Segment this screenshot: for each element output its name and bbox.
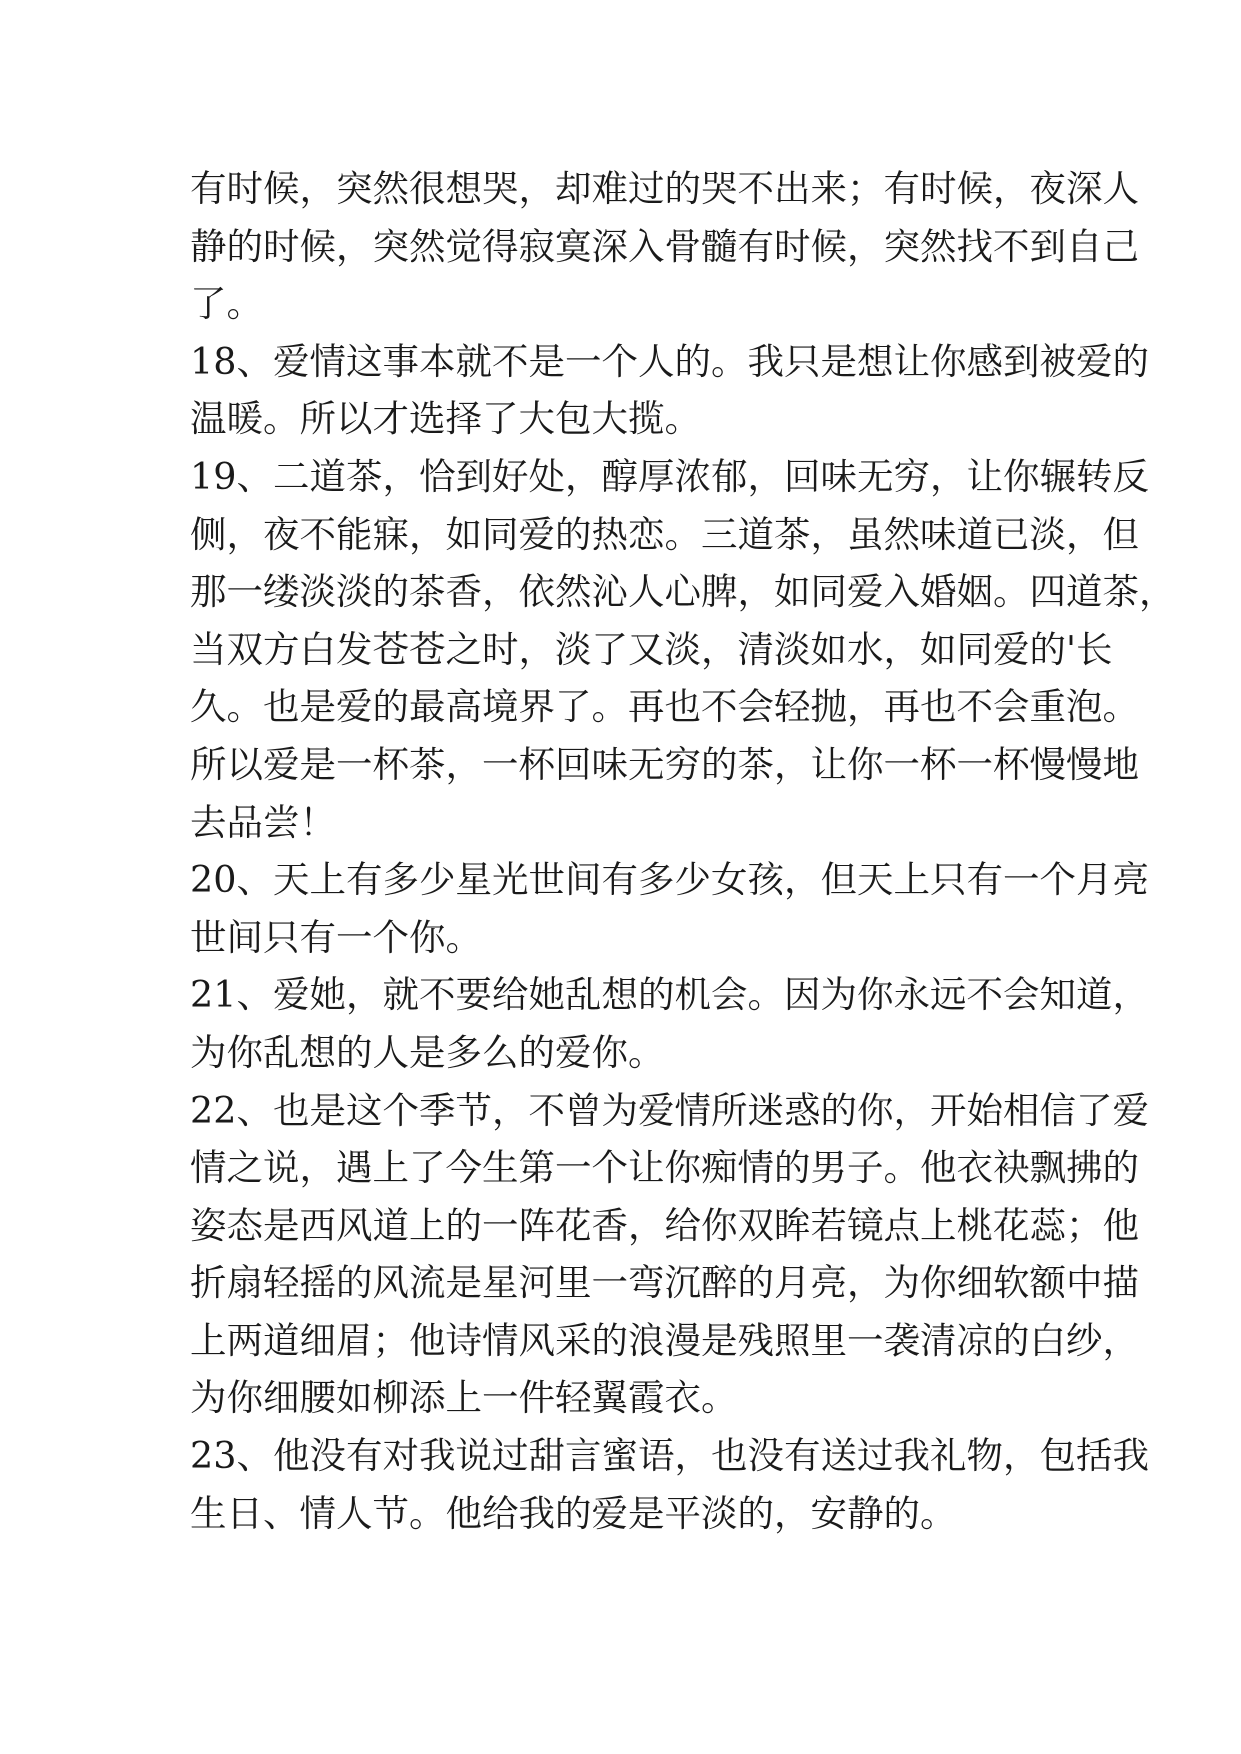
text-line: 世间只有一个你。 [190,915,482,959]
text-line: 情之说，遇上了今生第一个让你痴情的男子。他衣袂飘拂的 [190,1146,1139,1190]
document-body [190,160,1176,1542]
text-line: 姿态是西风道上的一阵花香，给你双眸若镜点上桃花蕊；他 [190,1203,1139,1247]
text-line: 21、爱她，就不要给她乱想的机会。因为你永远不会知道， [190,973,1149,1017]
paragraph-21 [190,966,1149,1081]
text-line: 18、爱情这事本就不是一个人的。我只是想让你感到被爱的 [190,339,1149,383]
text-line: 23、他没有对我说过甜言蜜语，也没有送过我礼物，包括我 [190,1434,1149,1478]
paragraph-22 [190,1082,1149,1428]
text-line: 去品尝！ [190,800,336,844]
text-line: 当双方白发苍苍之时，淡了又淡，清淡如水，如同爱的'长 [190,627,1113,671]
text-line: 了。 [190,282,263,326]
paragraph-20 [190,851,1149,966]
text-line: 为你细腰如柳添上一件轻翼霞衣。 [190,1376,738,1420]
text-line: 生日、情人节。他给我的爱是平淡的，安静的。 [190,1491,957,1535]
paragraph-intro [190,160,1139,333]
text-line: 那一缕淡淡的茶香，依然沁人心脾，如同爱入婚姻。四道茶， [190,570,1176,614]
text-line: 20、天上有多少星光世间有多少女孩，但天上只有一个月亮 [190,858,1149,902]
text-line: 侧，夜不能寐，如同爱的热恋。三道茶，虽然味道已淡，但 [190,512,1139,556]
text-line: 折扇轻摇的风流是星河里一弯沉醉的月亮，为你细软额中描 [190,1261,1139,1305]
text-line: 静的时候，突然觉得寂寞深入骨髓有时候，突然找不到自己 [190,224,1139,268]
paragraph-19 [190,448,1176,851]
text-line: 久。也是爱的最高境界了。再也不会轻抛，再也不会重泡。 [190,685,1139,729]
text-line: 上两道细眉；他诗情风采的浪漫是残照里一袭清凉的白纱， [190,1318,1139,1362]
text-line: 22、也是这个季节，不曾为爱情所迷惑的你，开始相信了爱 [190,1088,1149,1132]
text-line: 所以爱是一杯茶，一杯回味无穷的茶，让你一杯一杯慢慢地 [190,742,1139,786]
text-line: 为你乱想的人是多么的爱你。 [190,1030,665,1074]
text-line: 有时候，突然很想哭，却难过的哭不出来；有时候，夜深人 [190,167,1139,210]
paragraph-23 [190,1427,1149,1542]
text-line: 19、二道茶，恰到好处，醇厚浓郁，回味无穷，让你辗转反 [190,454,1149,498]
paragraph-18 [190,333,1149,448]
text-line: 温暖。所以才选择了大包大揽。 [190,397,701,441]
